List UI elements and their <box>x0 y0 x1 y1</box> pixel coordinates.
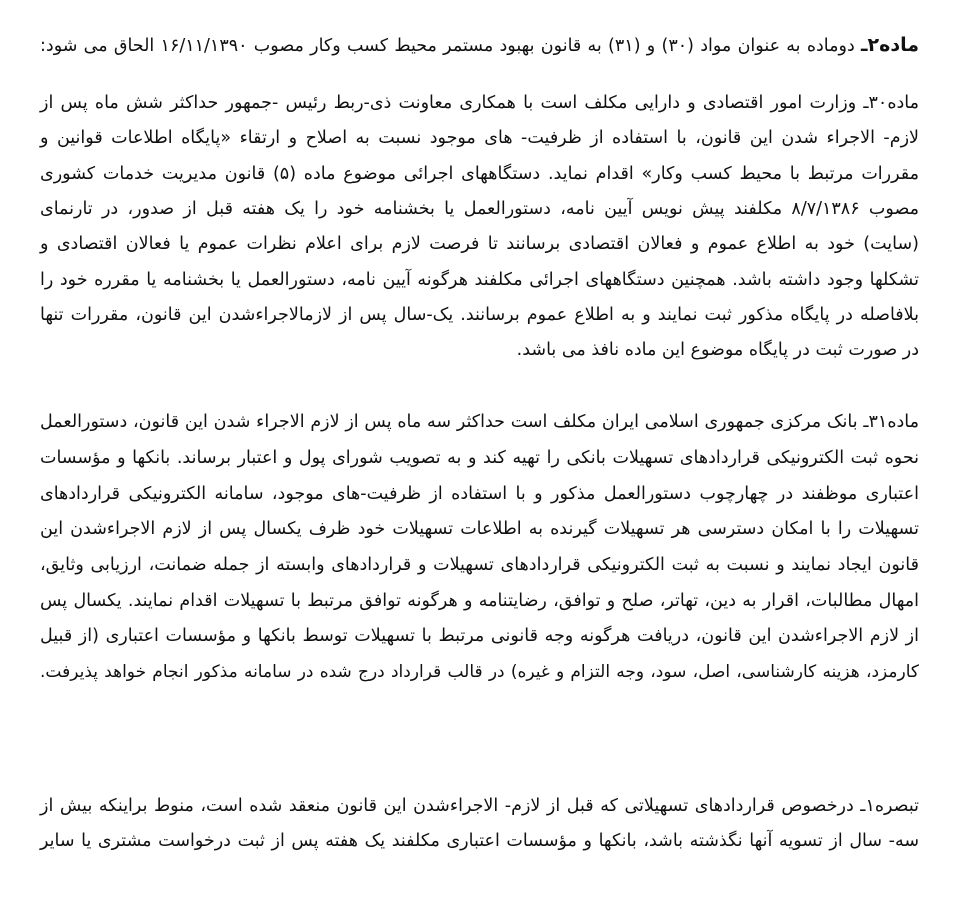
paragraph-line: از لازم الاجراءشدن این قانون، دریافت هرگونه وجه قانونی مرتبط با تسهیلات توسط بانکها و مؤسسات اعتباری (از قبیل <box>40 626 919 646</box>
paragraph-line: بلافاصله در پایگاه مذکور ثبت نمایند و به اطلاع عموم برسانند. یک-سال پس از لازمالاجراءشدن این قانون، مقررات تنها <box>40 305 919 325</box>
paragraph-line: کارمزد، هزینه کارشناسی، اصل، سود، وجه التزام و غیره) در قالب قرارداد درج شده در سامانه مذکور انجام خواهد پذیرفت. <box>40 662 919 682</box>
paragraph-line: نحوه ثبت الکترونیکی قراردادهای تسهیلات بانکی را تهیه کند و به تصویب شورای پول و اعتبار برساند. بانکها و مؤسسات <box>40 448 919 468</box>
paragraph-line: (سایت) خود به اطلاع عموم و فعالان اقتصادی برسانند تا فرصت لازم برای اعلام نظرات عموم یا فعالان اقتصادی و <box>40 234 919 254</box>
article-2-title: ماده۲ـ <box>861 34 919 56</box>
paragraph-line: مقررات مرتبط با محیط کسب وکار» اقدام نماید. دستگاههای اجرائی موضوع ماده (۵) قانون مدیریت خدمات کشوری <box>40 164 919 184</box>
paragraph-line: تسهیلات را با امکان دسترسی هر تسهیلات گیرنده به اطلاعات تسهیلات خود ظرف یکسال پس از لازم الاجراءشدن این <box>40 519 919 539</box>
paragraph-line: ماده۳۰ـ وزارت امور اقتصادی و دارایی مکلف است با همکاری معاونت ذی-ربط رئیس -جمهور حداکثر شش ماه پس از <box>40 93 919 113</box>
paragraph-line: مصوب ۸/۷/۱۳۸۶ مکلفند پیش نویس آیین نامه، دستورالعمل یا بخشنامه خود را یک هفته قبل از صدور، در تارنمای <box>40 199 919 219</box>
paragraph-line: ماده۳۱ـ بانک مرکزی جمهوری اسلامی ایران مکلف است حداکثر سه ماه پس از لازم الاجراء شدن این قانون، دستورالعمل <box>40 412 919 432</box>
paragraph-line: در صورت ثبت در پایگاه موضوع این ماده نافذ می باشد. <box>516 340 919 360</box>
article-2-heading <box>40 28 919 62</box>
paragraph-line: قانون ایجاد نمایند و نسبت به ثبت الکترونیکی قراردادهای تسهیلات و قراردادهای وابسته از جمله ضمانت، ارزیابی وثایق، <box>40 555 919 575</box>
paragraph-line: تبصره۱ـ درخصوص قراردادهای تسهیلاتی که قبل از لازم- الاجراءشدن این قانون منعقد شده است، منوط براینکه بیش از <box>40 796 919 816</box>
paragraph-line: سه- سال از تسویه آنها نگذشته باشد، بانکها و مؤسسات اعتباری مکلفند یک هفته پس از ثبت درخواست مشتری یا سایر <box>40 831 919 851</box>
paragraph-line: تشکلها وجود داشته باشد. همچنین دستگاههای اجرائی مکلفند هرگونه آیین نامه، دستورالعمل یا بخشنامه یا مقرره خود را <box>40 270 919 290</box>
paragraph-line: لازم- الاجراء شدن این قانون، با استفاده از ظرفیت- های موجود نسبت به اصلاح و ارتقاء «پایگاه اطلاعات قوانین و <box>40 128 919 148</box>
paragraph-line: اعتباری موظفند در چهارچوب دستورالعمل مذکور و با استفاده از ظرفیت-های موجود، سامانه الکترونیکی قراردادهای <box>40 484 919 504</box>
paragraph-line: امهال مطالبات، اقرار به دین، تهاتر، صلح و توافق، رضایتنامه و هرگونه توافق مرتبط با تسهیلات اقدام نمایند. یکسال پس <box>40 591 919 611</box>
article-2-intro: دوماده به عنوان مواد (۳۰) و (۳۱) به قانون بهبود مستمر محیط کسب وکار مصوب ۱۶/۱۱/۱۳۹۰ الحاق می شود: <box>40 36 855 56</box>
